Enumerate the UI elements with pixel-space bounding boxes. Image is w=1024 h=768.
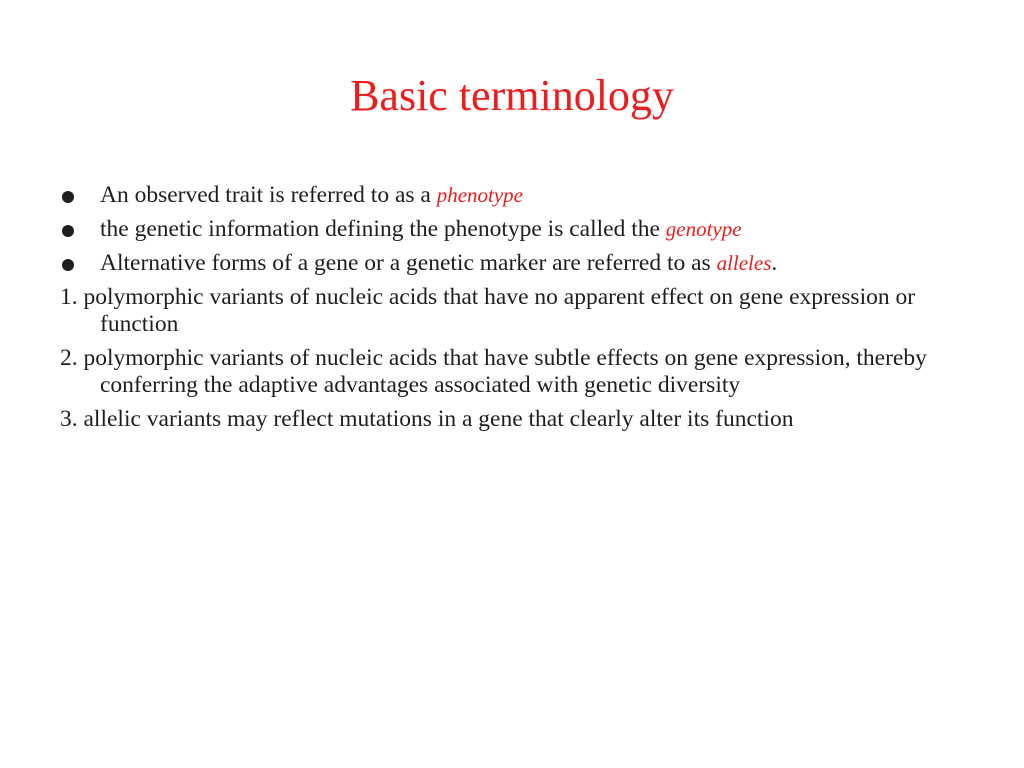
bullet-text: An observed trait is referred to as a xyxy=(100,182,437,208)
slide-title: Basic terminology xyxy=(350,71,674,120)
bullet-suffix: . xyxy=(771,250,778,276)
bullet-dot-icon xyxy=(62,225,74,237)
bullet-dot-icon xyxy=(62,259,74,271)
bullet-item-alleles xyxy=(60,250,990,277)
term-alleles: alleles xyxy=(716,251,772,275)
slide-body xyxy=(60,182,990,440)
bullet-item-genotype xyxy=(60,216,990,243)
bullet-item-phenotype xyxy=(60,182,990,209)
numbered-item-1: 1. polymorphic variants of nucleic acids that have no apparent effect on gene expression or function xyxy=(60,284,916,337)
bullet-text: Alternative forms of a gene or a genetic marker are referred to as xyxy=(100,250,717,276)
bullet-text: the genetic information defining the phenotype is called the xyxy=(100,216,666,242)
bullet-dot-icon xyxy=(62,191,74,203)
term-genotype: genotype xyxy=(665,217,742,241)
numbered-item-2: 2. polymorphic variants of nucleic acids that have subtle effects on gene expression, thereby conferring the adaptive advantages associated with genetic diversity xyxy=(60,345,927,398)
term-phenotype: phenotype xyxy=(436,183,523,207)
numbered-item-3: 3. allelic variants may reflect mutations in a gene that clearly alter its function xyxy=(60,406,794,432)
